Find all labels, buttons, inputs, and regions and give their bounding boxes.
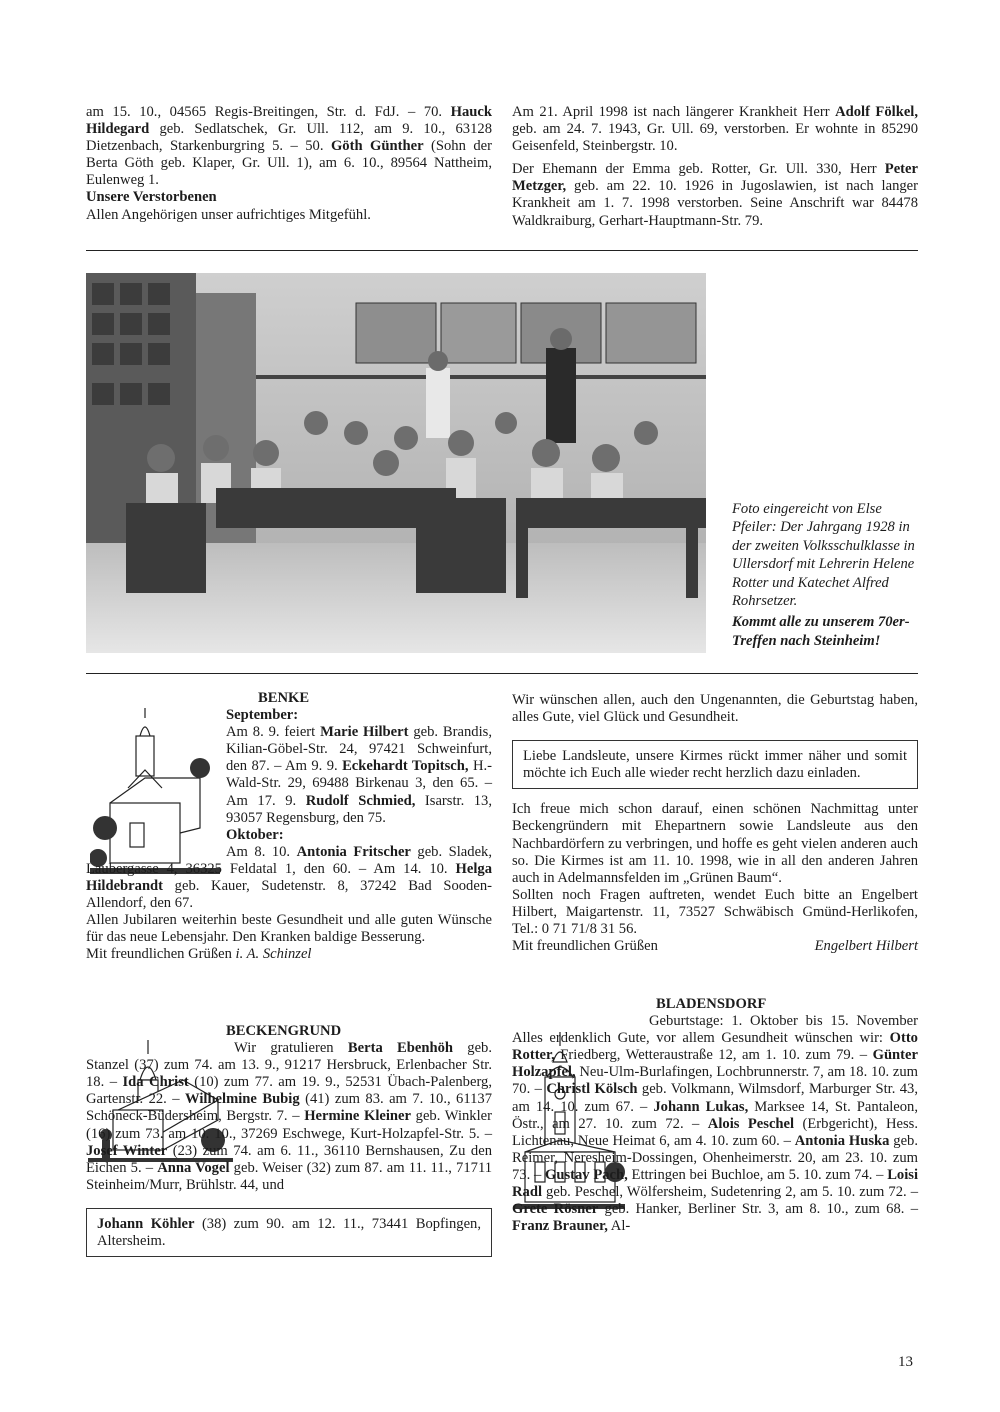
benke-october-heading: Oktober:	[226, 826, 284, 843]
divider-top	[86, 250, 918, 251]
obituary-foelkel: Am 21. April 1998 ist nach längerer Krankheit Herr Adolf Fölkel, geb. am 24. 7. 1943, Gr. Ull. 69, verstorben. Er wohnte in 85290 Geisenfeld, Steinbergstr. 10.	[512, 104, 918, 155]
obituaries-heading: Unsere Verstorbenen	[86, 189, 217, 206]
benke-september-text: Am 8. 9. feiert Marie Hilbert geb. Brandis, Kilian-Göbel-Str. 24, 97421 Schweinfurt, den 87. – Am 9. 9. Eckehardt Topitsch, H.-Wald-Str. 29, 69488 Birkenau 3, den 65. – Am 17. 9. Rudolf Schmied, Isarstr. 13, 93057 Regensburg, den 75.	[226, 724, 492, 826]
kirmes-contact: Sollten noch Fragen auftreten, wendet Euch bitte an Engelbert Hilbert, Maigartenstr. 11, 73527 Schwäbisch Gmünd-Herlikofen, Tel.: 0 71 71/8 31 56.	[512, 886, 918, 938]
beckengrund-section	[86, 1023, 492, 1257]
page-number: 13	[898, 1354, 913, 1370]
benke-wishes: Allen Jubilaren weiterhin beste Gesundheit und alle guten Wünsche für das neue Lebensjahr. Den Kranken baldige Besserung.	[86, 912, 492, 946]
kirmes-text: Ich freue mich schon darauf, einen schönen Nachmittag unter Beckengründern mit Ehepartnern sowie Landsleute aus den Nachbardörfern zu verbringen, und hoffe es geht vielen anderen auch so. Die Kirmes ist am 11. 10. 1998, wie in all den anderen Jahren auch in Adelmannsfelden im „Grünen Baum“.	[512, 801, 918, 886]
kirmes-invitation-box: Liebe Landsleute, unsere Kirmes rückt immer näher und somit möchte ich Euch alle wieder recht herzlich dazu einladen.	[512, 740, 918, 789]
caption-call: Kommt alle zu unserem 70er-Treffen nach Steinheim!	[732, 614, 910, 649]
kirmes-signature: Mit freundlichen Grüßen Engelbert Hilbert	[512, 938, 918, 955]
bladensdorf-section	[512, 996, 918, 1235]
divider-middle	[86, 673, 918, 674]
class-photo	[86, 273, 706, 653]
top-left-column	[86, 104, 492, 224]
benke-section	[86, 690, 492, 964]
kirmes-intro: Wir wünschen allen, auch den Ungenannten, die Geburtstag haben, alles Gute, viel Glück und Gesundheit.	[512, 692, 918, 726]
bladensdorf-title: BLADENSDORF	[656, 996, 767, 1012]
photo-caption	[732, 500, 920, 650]
bladensdorf-text: Geburtstage: 1. Oktober bis 15. November Alles erdenklich Gute, vor allem Gesundheit wünschen wir: Otto Rotter, Friedberg, Wetteraustraße 12, am 1. 10. zum 79. – Günter Holzapfel, Neu-Ulm-Burlafingen, Lochbrunnerstr. 7, am 18. 10. zum 70. – Christl Kölsch geb. Volkmann, Wilmsdorf, Marburger Str. 43, am 14. 10. zum 67. – Johann Lukas, Marksee 14, St. Pantaleon, Östr., am 27. 10. zum 72. – Alois Peschel (Erbgericht), Hess. Lichtenau, Neue Heimat 6, am 4. 10. zum 60. – Antonia Huska geb. Reimer, Neresheim-Dossingen, Ohenheimerstr. 20, am 23. 10. zum 73. – Gustav Pach, Ettringen bei Buchloe, am 5. 10. zum 74. – Loisi Radl geb. Peschel, Wölfersheim, Sudetenring 2, am 5. 10. zum 72. – Grete Rösner geb. Hanker, Berliner Str. 3, am 8. 10., zum 68. – Franz Brauner, Al-	[512, 1013, 919, 1235]
beckengrund-text: Wir gratulieren Berta Ebenhöh geb. Stanzel (37) zum 74. am 13. 9., 91217 Hersbruck, Erlenbacher Str. 18. – Ida Christ (10) zum 77. am 19. 9., 52531 Übach-Palenberg, Gartenstr. 22. – Wilhelmine Bubig (41) zum 83. am 7. 10., 61137 Schöneck-Büdersheim, Bergstr. 7. – Hermine Kleiner geb. Winkler (16) zum 73. am 10. 10., 37269 Eschwege, Kurt-Holzapfel-Str. 5. – Josef Winter (23) zum 74. am 6. 11., 36110 Bernshausen, Zu den Eichen 5. – Anna Vogel geb. Weiser (32) zum 87. am 11. 11., 71711 Steinheim/Murr, Brühlstr. 44, und	[86, 1040, 493, 1193]
beckengrund-title: BECKENGRUND	[226, 1023, 342, 1039]
caption-text: Foto eingereicht von Else Pfeiler: Der Jahrgang 1928 in der zweiten Volksschulklasse in Ullersdorf mit Lehrerin Helene Rotter und Katechet Alfred Rohrsetzer.	[732, 501, 915, 610]
benke-september-heading: September:	[226, 707, 299, 724]
kirmes-section	[512, 692, 918, 955]
beckengrund-box: Johann Köhler (38) zum 90. am 12. 11., 73441 Bopfingen, Altersheim.	[86, 1208, 492, 1257]
benke-october-text: Am 8. 10. Antonia Fritscher geb. Sladek, Laubergasse 4, 36325 Feldatal 1, den 60. – Am 14. 10. Helga Hildebrandt geb. Kauer, Sudetenstr. 8, 37242 Bad Sooden-Allendorf, den 67.	[86, 843, 492, 912]
obituary-metzger: Der Ehemann der Emma geb. Rotter, Gr. Ull. 330, Herr Peter Metzger, geb. am 22. 10. 1926 in Jugoslawien, ist nach langer Krankheit am 1. 7. 1998 verstorben. Seine Anschrift war 84478 Waldkraiburg, Gerhart-Hauptmann-Str. 79.	[512, 161, 918, 229]
benke-greeting: Mit freundlichen Grüßen i. A. Schinzel	[86, 946, 312, 963]
condolence-text: Allen Angehörigen unser aufrichtiges Mitgefühl.	[86, 206, 371, 223]
benke-title: BENKE	[258, 690, 310, 706]
birthday-paragraph: am 15. 10., 04565 Regis-Breitingen, Str. d. FdJ. – 70. Hauck Hildegard geb. Sedlatschek, Gr. Ull. 112, am 9. 10., 63128 Dietzenbach, Starkenburgring 5. – 50. Göth Günther (Sohn der Berta Göth geb. Klaper, Gr. Ull. 1), am 6. 10., 89564 Nattheim, Eulenweg 1.	[86, 104, 492, 189]
top-right-column	[512, 104, 918, 230]
